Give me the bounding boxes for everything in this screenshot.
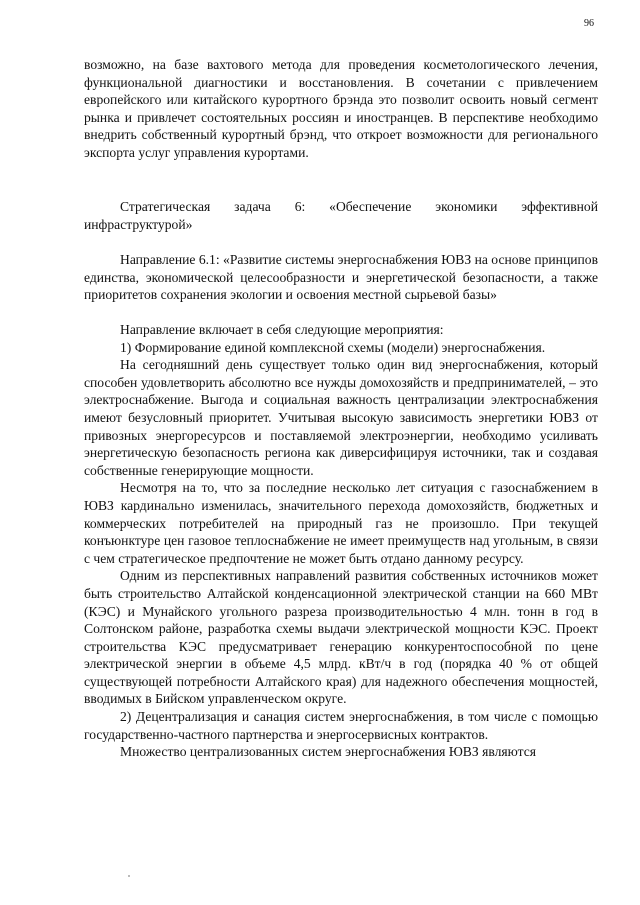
paragraph-measures-intro: Направление включает в себя следующие мероприятия: [120,322,444,337]
paragraph-power-plant: Одним из перспективных направлений развития собственных источников может быть строительство Алтайской конденсационной электрической станции на 660 МВт (КЭС) и Мунайского угольного разреза производительностью 4 млн. тонн в год в Солтонском районе, разработка схемы выдачи электрической мощности КЭС. Проект строительства КЭС предусматривает генерацию конкурентоспособной по цене электрической энергии в объеме 4,5 млрд. кВт/ч в год (порядка 40 % от общей существующей потребности Алтайского края) для надежного обеспечения мощностей, вводимых в Бийском управленческом округе. [84,568,598,707]
paragraph-item-1: 1) Формирование единой комплексной схемы (модели) энергоснабжения. [120,339,546,355]
paragraph-gas: Несмотря на то, что за последние несколько лет ситуация с газоснабжением в ЮВЗ кардинально изменилась, значительного перехода домохозяйств, бюджетных и коммерческих потребителей на природный газ не произошло. При текущей конъюнктуре цен газовое теплоснабжение не имеет преимуществ над угольным, в связи с чем стратегическое предпочтение не может быть отдано данному ресурсу. [84,480,598,566]
paragraph-text: возможно, на базе вахтового метода для проведения косметологического лечения, функциональной диагностики и восстановления. В сочетании с привлечением европейского или китайского курортного брэнда это позволит освоить новый сегмент рынка и привлечет состоятельных россиян и иностранцев. В перспективе необходимо внедрить собственный курортный брэнд, что откроет возможности для регионального экспорта услуг управления курортами. [84,57,598,160]
paragraph-centralized-systems: Множество централизованных систем энергоснабжения ЮВЗ являются [120,744,536,760]
paragraph-resort-brand [84,56,598,162]
paragraph-item-2: 2) Децентрализация и санация систем энергоснабжения, в том числе с помощью государственно-частного партнерства и энергосервисных контрактов. [84,709,598,742]
paragraph-text: Направление 6.1: «Развитие системы энергоснабжения ЮВЗ на основе принципов единства, экономической целесообразности и энергетической безопасности, а также приоритетов сохранения экологии и освоения местной сырьевой базы» [84,252,598,303]
scan-speck [128,875,130,877]
paragraph-text: Стратегическая задача 6: «Обеспечение экономики эффективной инфраструктурой» [84,199,598,232]
direction-heading [84,251,598,304]
strategic-task-heading [84,198,598,233]
paragraph-electricity: На сегодняшний день существует только один вид энергоснабжения, который способен удовлетворить абсолютно все нужды домохозяйств и предпринимателей, – это электроснабжение. Выгода и социальная важность централизации электроснабжения имеют безусловный приоритет. Учитывая высокую зависимость энергетики ЮВЗ от привозных энергоресурсов и поставляемой электроэнергии, необходимо усиливать энергетическую безопасность региона как диверсифицируя источники, так и создавая собственные генерирующие мощности. [84,357,598,478]
page-number: 96 [584,18,594,29]
body-text [84,321,598,761]
